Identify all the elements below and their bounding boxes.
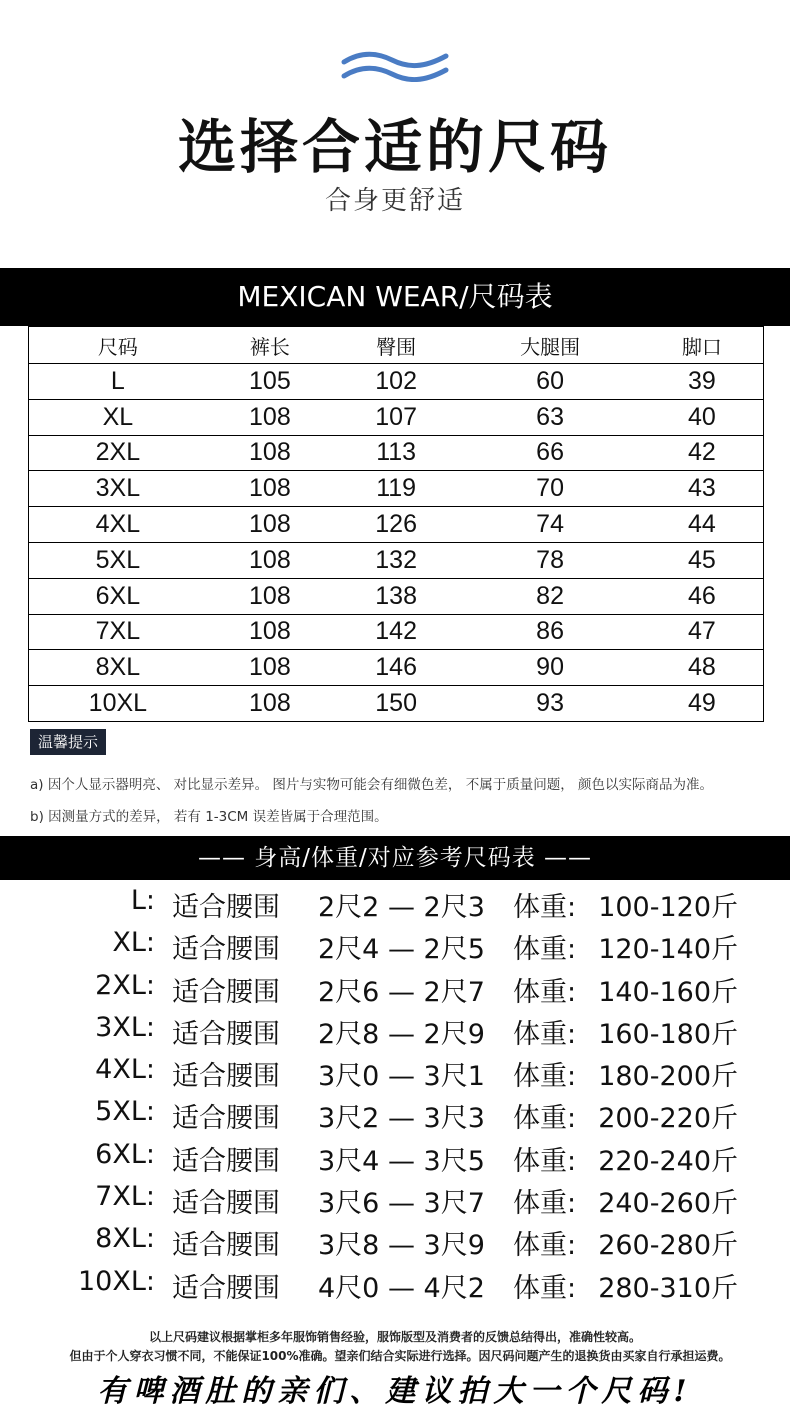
table-row xyxy=(29,650,764,686)
table-cell: 5XL xyxy=(29,542,207,578)
table-cell: 146 xyxy=(333,650,459,686)
weight-range: 180-200斤 xyxy=(598,1061,738,1092)
size-table xyxy=(28,326,764,722)
table-cell: 78 xyxy=(459,542,641,578)
tips-badge: 温馨提示 xyxy=(30,729,106,755)
table-cell: 46 xyxy=(641,578,764,614)
table-cell: 105 xyxy=(207,364,333,400)
weight-label: 体重: xyxy=(513,892,577,923)
table-cell: 10XL xyxy=(29,686,207,722)
fit-label: 适合腰围 xyxy=(172,1273,280,1304)
table-cell: 43 xyxy=(641,471,764,507)
reference-row xyxy=(0,1054,790,1096)
reference-row xyxy=(0,1096,790,1138)
reference-row xyxy=(0,1223,790,1265)
table-cell: 108 xyxy=(207,650,333,686)
table-cell: 60 xyxy=(459,364,641,400)
table-cell: 6XL xyxy=(29,578,207,614)
reference-row xyxy=(0,970,790,1012)
fit-label: 适合腰围 xyxy=(172,934,280,965)
reference-size: 2XL: xyxy=(95,970,155,1001)
reference-row xyxy=(0,1181,790,1223)
fit-label: 适合腰围 xyxy=(172,1188,280,1219)
fit-label: 适合腰围 xyxy=(172,892,280,923)
table-cell: 108 xyxy=(207,614,333,650)
weight-range: 220-240斤 xyxy=(598,1146,738,1177)
column-header: 尺码 xyxy=(97,334,138,359)
table-cell: 42 xyxy=(641,435,764,471)
slogan: 有啤酒肚的亲们、建议拍大一个尺码! xyxy=(97,1374,693,1409)
table-cell: 108 xyxy=(207,542,333,578)
table-row xyxy=(29,399,764,435)
waist-range: 2尺4 — 2尺5 xyxy=(318,934,485,965)
fit-label: 适合腰围 xyxy=(172,1230,280,1261)
reference-size: 10XL: xyxy=(78,1266,155,1297)
waist-range: 3尺0 — 3尺1 xyxy=(318,1061,485,1092)
table-row xyxy=(29,614,764,650)
waist-range: 2尺8 — 2尺9 xyxy=(318,1019,485,1050)
table-cell: 93 xyxy=(459,686,641,722)
column-header: 脚口 xyxy=(681,334,722,359)
fit-label: 适合腰围 xyxy=(172,1103,280,1134)
waist-range: 2尺6 — 2尺7 xyxy=(318,977,485,1008)
table-cell: 113 xyxy=(333,435,459,471)
table-cell: XL xyxy=(29,399,207,435)
waist-range: 2尺2 — 2尺3 xyxy=(318,892,485,923)
table-cell: 63 xyxy=(459,399,641,435)
page-title: 选择合适的尺码 xyxy=(177,113,612,181)
table-cell: 108 xyxy=(207,399,333,435)
weight-range: 140-160斤 xyxy=(598,977,738,1008)
weight-range: 260-280斤 xyxy=(598,1230,738,1261)
weight-label: 体重: xyxy=(513,1146,577,1177)
footer-line-1: 以上尺码建议根据掌柜多年服饰销售经验，服饰版型及消费者的反馈总结得出，准确性较高。 xyxy=(148,1330,641,1344)
table-row xyxy=(29,364,764,400)
weight-label: 体重: xyxy=(513,934,577,965)
table-cell: 40 xyxy=(641,399,764,435)
fit-label: 适合腰围 xyxy=(172,1061,280,1092)
table-cell: 48 xyxy=(641,650,764,686)
reference-size: 3XL: xyxy=(95,1012,155,1043)
note-a: a) 因个人显示器明亮、 对比显示差异。 图片与实物可能会有细微色差， 不属于质量问题， 颜色以实际商品为准。 xyxy=(30,777,713,793)
table-cell: 108 xyxy=(207,471,333,507)
weight-range: 200-220斤 xyxy=(598,1103,738,1134)
table-header-row xyxy=(29,327,764,364)
table-row xyxy=(29,542,764,578)
weight-label: 体重: xyxy=(513,1188,577,1219)
reference-row xyxy=(0,885,790,927)
table-row xyxy=(29,578,764,614)
table-cell: 108 xyxy=(207,686,333,722)
table-cell: 45 xyxy=(641,542,764,578)
waist-range: 4尺0 — 4尺2 xyxy=(318,1273,485,1304)
reference-row xyxy=(0,927,790,969)
weight-label: 体重: xyxy=(513,1273,577,1304)
size-table-banner: MEXICAN WEAR/尺码表 xyxy=(0,268,790,326)
table-cell: 44 xyxy=(641,507,764,543)
waist-range: 3尺2 — 3尺3 xyxy=(318,1103,485,1134)
reference-size: 4XL: xyxy=(95,1054,155,1085)
table-cell: 119 xyxy=(333,471,459,507)
fit-label: 适合腰围 xyxy=(172,977,280,1008)
footer-line-2: 但由于个人穿衣习惯不同，不能保证100%准确。望亲们结合实际进行选择。因尺码问题产生的退换货由买家自行承担运费。 xyxy=(69,1349,731,1363)
table-cell: 107 xyxy=(333,399,459,435)
table-row xyxy=(29,507,764,543)
table-cell: 132 xyxy=(333,542,459,578)
table-cell: 2XL xyxy=(29,435,207,471)
table-cell: 108 xyxy=(207,507,333,543)
table-cell: 90 xyxy=(459,650,641,686)
table-row xyxy=(29,435,764,471)
weight-label: 体重: xyxy=(513,1019,577,1050)
fit-label: 适合腰围 xyxy=(172,1146,280,1177)
table-cell: 102 xyxy=(333,364,459,400)
table-cell: 142 xyxy=(333,614,459,650)
weight-range: 100-120斤 xyxy=(598,892,738,923)
column-header: 裤长 xyxy=(249,334,290,359)
weight-range: 160-180斤 xyxy=(598,1019,738,1050)
table-cell: 108 xyxy=(207,435,333,471)
table-cell: L xyxy=(29,364,207,400)
page-subtitle: 合身更舒适 xyxy=(324,186,465,216)
reference-size: 8XL: xyxy=(95,1223,155,1254)
weight-range: 240-260斤 xyxy=(598,1188,738,1219)
fit-label: 适合腰围 xyxy=(172,1019,280,1050)
reference-size: XL: xyxy=(112,927,155,958)
table-cell: 3XL xyxy=(29,471,207,507)
table-cell: 74 xyxy=(459,507,641,543)
table-cell: 108 xyxy=(207,578,333,614)
table-cell: 70 xyxy=(459,471,641,507)
note-b: b) 因测量方式的差异， 若有 1-3CM 误差皆属于合理范围。 xyxy=(30,809,388,825)
table-row xyxy=(29,686,764,722)
weight-label: 体重: xyxy=(513,977,577,1008)
reference-banner: —— 身高/体重/对应参考尺码表 —— xyxy=(0,836,790,880)
reference-size: 5XL: xyxy=(95,1096,155,1127)
wave-logo-icon xyxy=(340,50,450,82)
weight-range: 120-140斤 xyxy=(598,934,738,965)
table-cell: 39 xyxy=(641,364,764,400)
waist-range: 3尺6 — 3尺7 xyxy=(318,1188,485,1219)
weight-label: 体重: xyxy=(513,1103,577,1134)
reference-size: 6XL: xyxy=(95,1139,155,1170)
reference-size: 7XL: xyxy=(95,1181,155,1212)
table-cell: 82 xyxy=(459,578,641,614)
reference-row xyxy=(0,1139,790,1181)
weight-range: 280-310斤 xyxy=(598,1273,738,1304)
weight-label: 体重: xyxy=(513,1230,577,1261)
table-row xyxy=(29,471,764,507)
table-cell: 150 xyxy=(333,686,459,722)
weight-label: 体重: xyxy=(513,1061,577,1092)
waist-range: 3尺8 — 3尺9 xyxy=(318,1230,485,1261)
reference-row xyxy=(0,1012,790,1054)
reference-row xyxy=(0,1266,790,1308)
column-header: 大腿围 xyxy=(520,334,581,359)
column-header: 臀围 xyxy=(376,334,417,359)
table-cell: 7XL xyxy=(29,614,207,650)
reference-size: L: xyxy=(130,885,155,916)
table-cell: 49 xyxy=(641,686,764,722)
table-cell: 47 xyxy=(641,614,764,650)
table-cell: 66 xyxy=(459,435,641,471)
table-cell: 126 xyxy=(333,507,459,543)
table-cell: 4XL xyxy=(29,507,207,543)
waist-range: 3尺4 — 3尺5 xyxy=(318,1146,485,1177)
table-cell: 8XL xyxy=(29,650,207,686)
table-cell: 86 xyxy=(459,614,641,650)
table-cell: 138 xyxy=(333,578,459,614)
